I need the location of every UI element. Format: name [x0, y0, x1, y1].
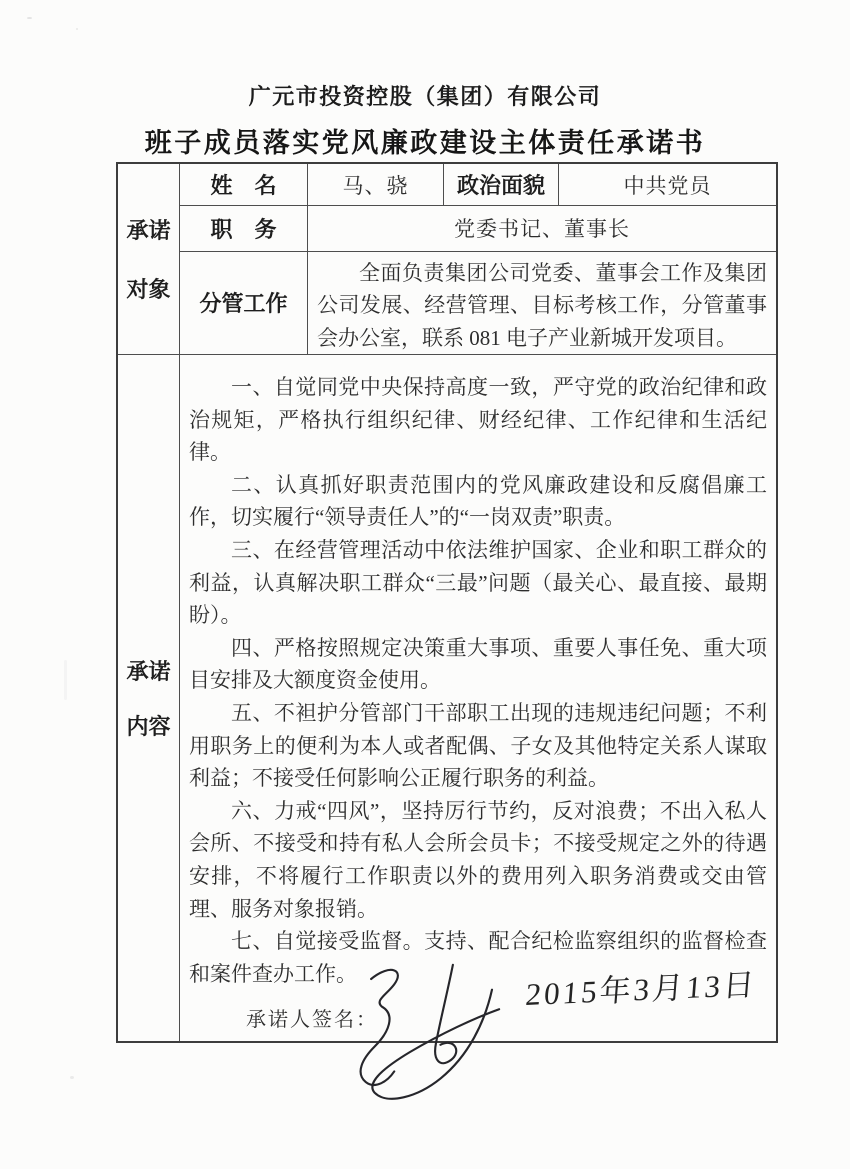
promise-content-section: [118, 355, 776, 1041]
signature-handwriting-icon: [348, 955, 508, 1115]
name-value: 马、骁: [308, 164, 444, 205]
position-label: 职 务: [180, 206, 308, 250]
promise-object-label: [118, 164, 180, 354]
content-paragraph-7: 七、自觉接受监督。支持、配合纪检监察组织的监督检查和案件查办工作。: [189, 929, 767, 986]
company-title: 广元市投资控股（集团）有限公司: [248, 84, 602, 109]
content-paragraph-2: 二、认真抓好职责范围内的党风廉政建设和反腐倡廉工作，切实履行“领导责任人”的“一岗双责”职责。: [189, 472, 767, 530]
political-status-label: 政治面貌: [444, 164, 559, 205]
assigned-work-value: 全面负责集团公司党委、董事会工作及集团公司发展、经营管理、目标考核工作，分管董事会办公室，联系 081 电子产业新城开发项目。: [317, 260, 767, 350]
promise-object-label-line1: 承诺: [126, 218, 171, 243]
promise-content-cell: [180, 355, 776, 1041]
promise-table: [116, 162, 778, 1043]
assigned-work-label: 分管工作: [180, 252, 308, 355]
promise-content-label-line2: 内容: [126, 714, 171, 739]
content-paragraph-1: 一、自觉同党中央保持高度一致，严守党的政治纪律和政治规矩，严格执行组织纪律、财经纪律、工作纪律和生活纪律。: [189, 375, 767, 465]
content-paragraph-3: 三、在经营管理活动中依法维护国家、企业和职工群众的利益，认真解决职工群众“三最”问题（最关心、最直接、最期盼）。: [189, 537, 767, 628]
document-title: 班子成员落实党风廉政建设主体责任承诺书: [144, 128, 706, 158]
promise-object-section: [118, 164, 776, 355]
scan-speck: [76, 28, 78, 30]
assigned-work-cell: [308, 252, 776, 355]
signature-date: 2015年3月13日: [524, 966, 759, 1013]
name-label: 姓 名: [180, 164, 308, 205]
political-status-value: 中共党员: [623, 173, 712, 198]
scan-speck: [27, 17, 32, 19]
position-value: 党委书记、董事长: [454, 217, 630, 242]
content-paragraph-6: 六、力戒“四风”，坚持厉行节约，反对浪费；不出入私人会所、不接受和持有私人会所会员卡；不接受规定之外的待遇安排，不将履行工作职责以外的费用列入职务消费或交由管理、服务对象报销。: [189, 798, 767, 921]
name-row: [180, 164, 776, 206]
promise-content-label: [118, 355, 180, 1041]
promise-content-label-line1: 承诺: [126, 659, 171, 684]
position-row: [180, 206, 776, 251]
signatory-label: 承诺人签名：: [246, 1009, 378, 1031]
content-paragraph-4: 四、严格按照规定决策重大事项、重要人事任免、重大项目安排及大额度资金使用。: [189, 635, 767, 693]
content-paragraph-5: 五、不袒护分管部门干部职工出现的违规违纪问题；不利用职务上的便利为本人或者配偶、子女及其他特定关系人谋取利益；不接受任何影响公正履行职务的利益。: [189, 700, 767, 791]
assigned-work-row: [180, 252, 776, 355]
promise-object-label-line2: 对象: [126, 277, 171, 302]
scan-speck: [64, 660, 67, 700]
promise-object-grid: [180, 164, 776, 354]
scan-speck: [70, 1076, 74, 1079]
